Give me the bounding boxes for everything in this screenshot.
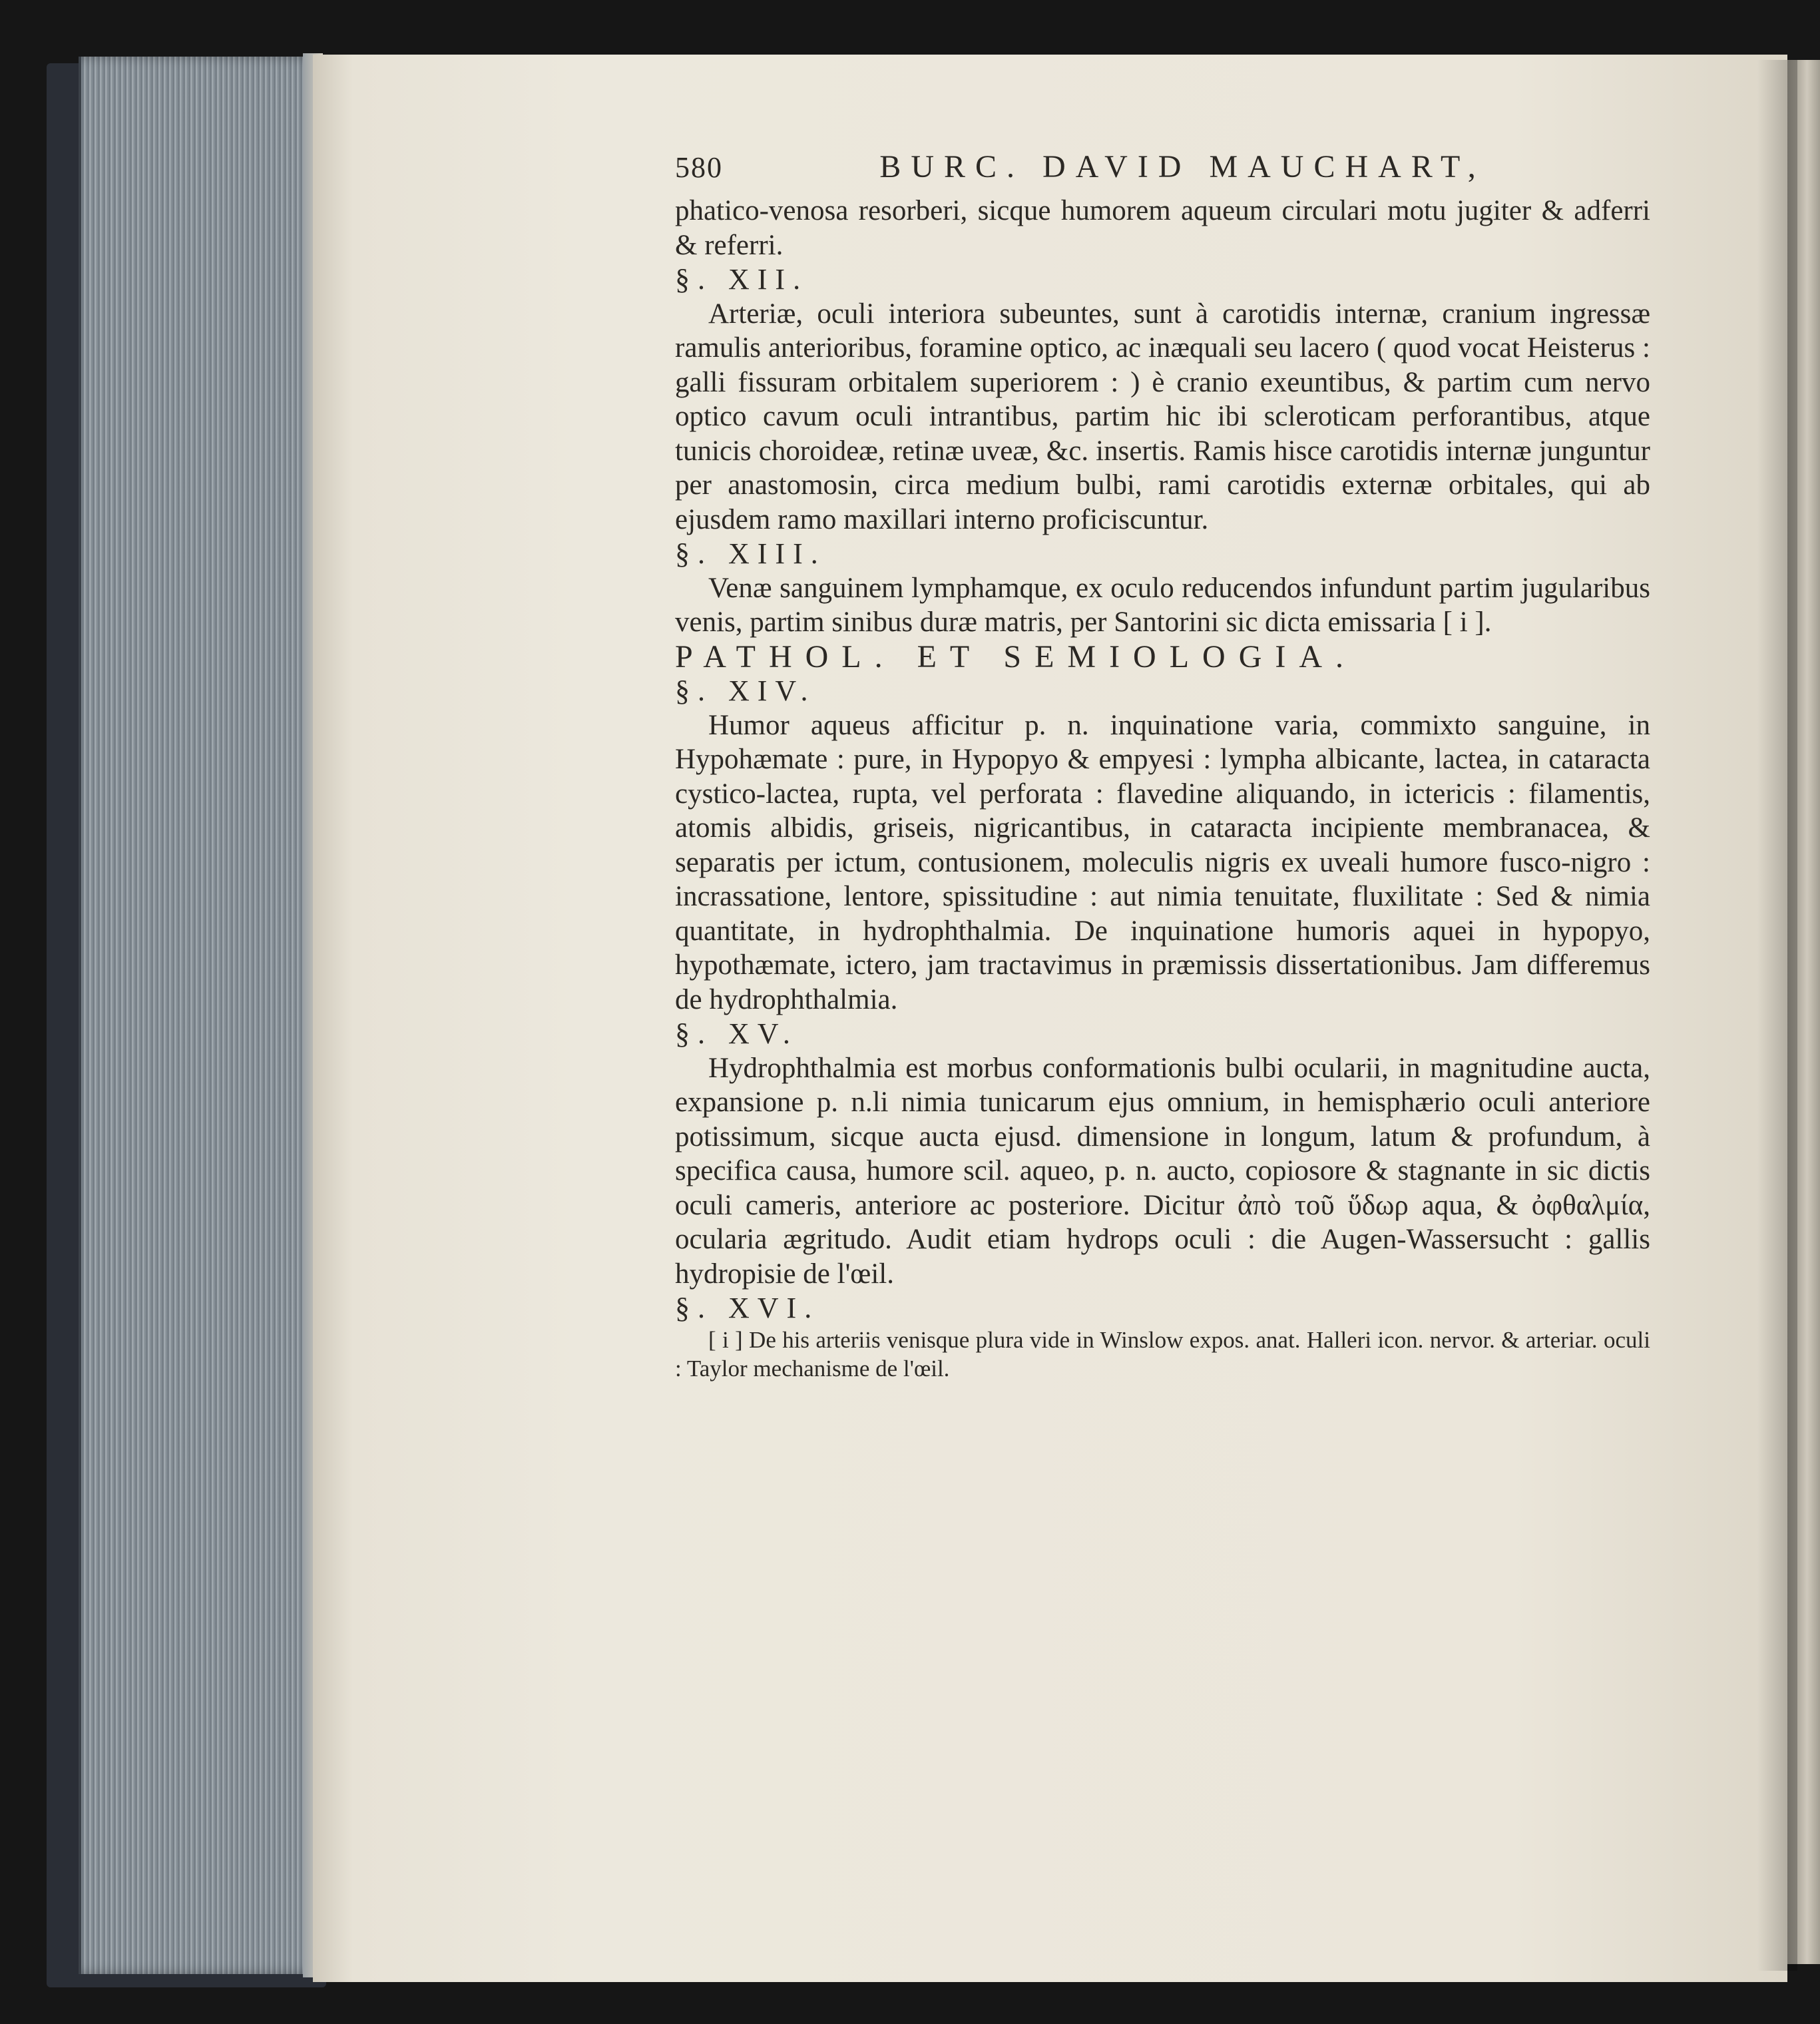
page-header	[675, 150, 1650, 194]
section-number-14: §. XIV.	[675, 674, 816, 707]
section-number-13: §. XIII.	[675, 537, 826, 570]
page-number: 580	[675, 151, 723, 184]
page-text	[675, 150, 1650, 1383]
paragraph-venae: Venæ sanguinem lymphamque, ex oculo reducendos infundunt partim jugularibus venis, partim sinibus duræ matris, per Santorini sic dicta emissaria [ i ].	[675, 572, 1650, 638]
section-number-15: §. XV.	[675, 1017, 798, 1050]
running-head: BURC. DAVID MAUCHART,	[879, 149, 1486, 184]
section-number-12: §. XII.	[675, 263, 809, 296]
footnote: [ i ] De his arteriis venisque plura vide in Winslow expos. anat. Halleri icon. nervor. & arteriar. oculi : Taylor mechanisme de l'œil.	[675, 1326, 1650, 1382]
chapter-heading: PATHOL. ET SEMIOLOGIA.	[675, 638, 1357, 674]
section-number-16-catchword: §. XVI.	[675, 1292, 820, 1324]
page-block-edges	[79, 57, 321, 1974]
paragraph-hydrophthalmia: Hydrophthalmia est morbus conformationis bulbi ocularii, in magnitudine aucta, expansione p. n.li nimia tunicarum ejus omnium, in hemisphærio oculi anteriore potissimum, sicque aucta ejusd. dimensione in longum, latum & profundum, à specifica causa, humore scil. aqueo, p. n. aucto, copiosore & stagnante in sic dictis oculi cameris, anteriore ac posteriore. Dicitur ἀπὸ τοῦ ὕδωρ aqua, & ὀφθαλμία, ocularia ægritudo. Audit etiam hydrops oculi : die Augen-Wassersucht : gallis hydropisie de l'œil.	[675, 1052, 1650, 1290]
paragraph-humor: Humor aqueus afficitur p. n. inquinatione varia, commixto sanguine, in Hypohæmate : pure, in Hypopyo & empyesi : lympha albicante, lactea, in cataracta cystico-lactea, rupta, vel perforata : flavedine aliquando, in ictericis : filamentis, atomis albidis, griseis, nigricantibus, in cataracta incipiente membranacea, & separatis per ictum, contusionem, moleculis nigris ex uveali humore fusco-nigro : incrassatione, lentore, spissitudine : aut nimia tenuitate, fluxilitate : Sed & nimia quantitate, in hydrophthalmia. De inquinatione humoris aquei in hypopyo, hypothæmate, ictero, jam tractavimus in præmissis dissertationibus. Jam differemus de hydrophthalmia.	[675, 709, 1650, 1015]
gutter-shadow	[1757, 60, 1797, 1971]
paragraph-continuation: phatico-venosa resorberi, sicque humorem aqueum circulari motu jugiter & adferri & referri.	[675, 195, 1650, 261]
paragraph-arteriae: Arteriæ, oculi interiora subeuntes, sunt à carotidis internæ, cranium ingressæ ramulis anterioribus, foramine optico, ac inæquali seu lacero ( quod vocat Heisterus : galli fissuram orbitalem superiorem : ) è cranio exeuntibus, & partim cum nervo optico cavum oculi intrantibus, partim hic ibi scleroticam perforantibus, atque tunicis choroideæ, retinæ uveæ, &c. insertis. Ramis hisce carotidis internæ junguntur per anastomosin, circa medium bulbi, rami carotidis externæ orbitales, qui ab ejusdem ramo maxillari interno proficiscuntur.	[675, 298, 1650, 535]
